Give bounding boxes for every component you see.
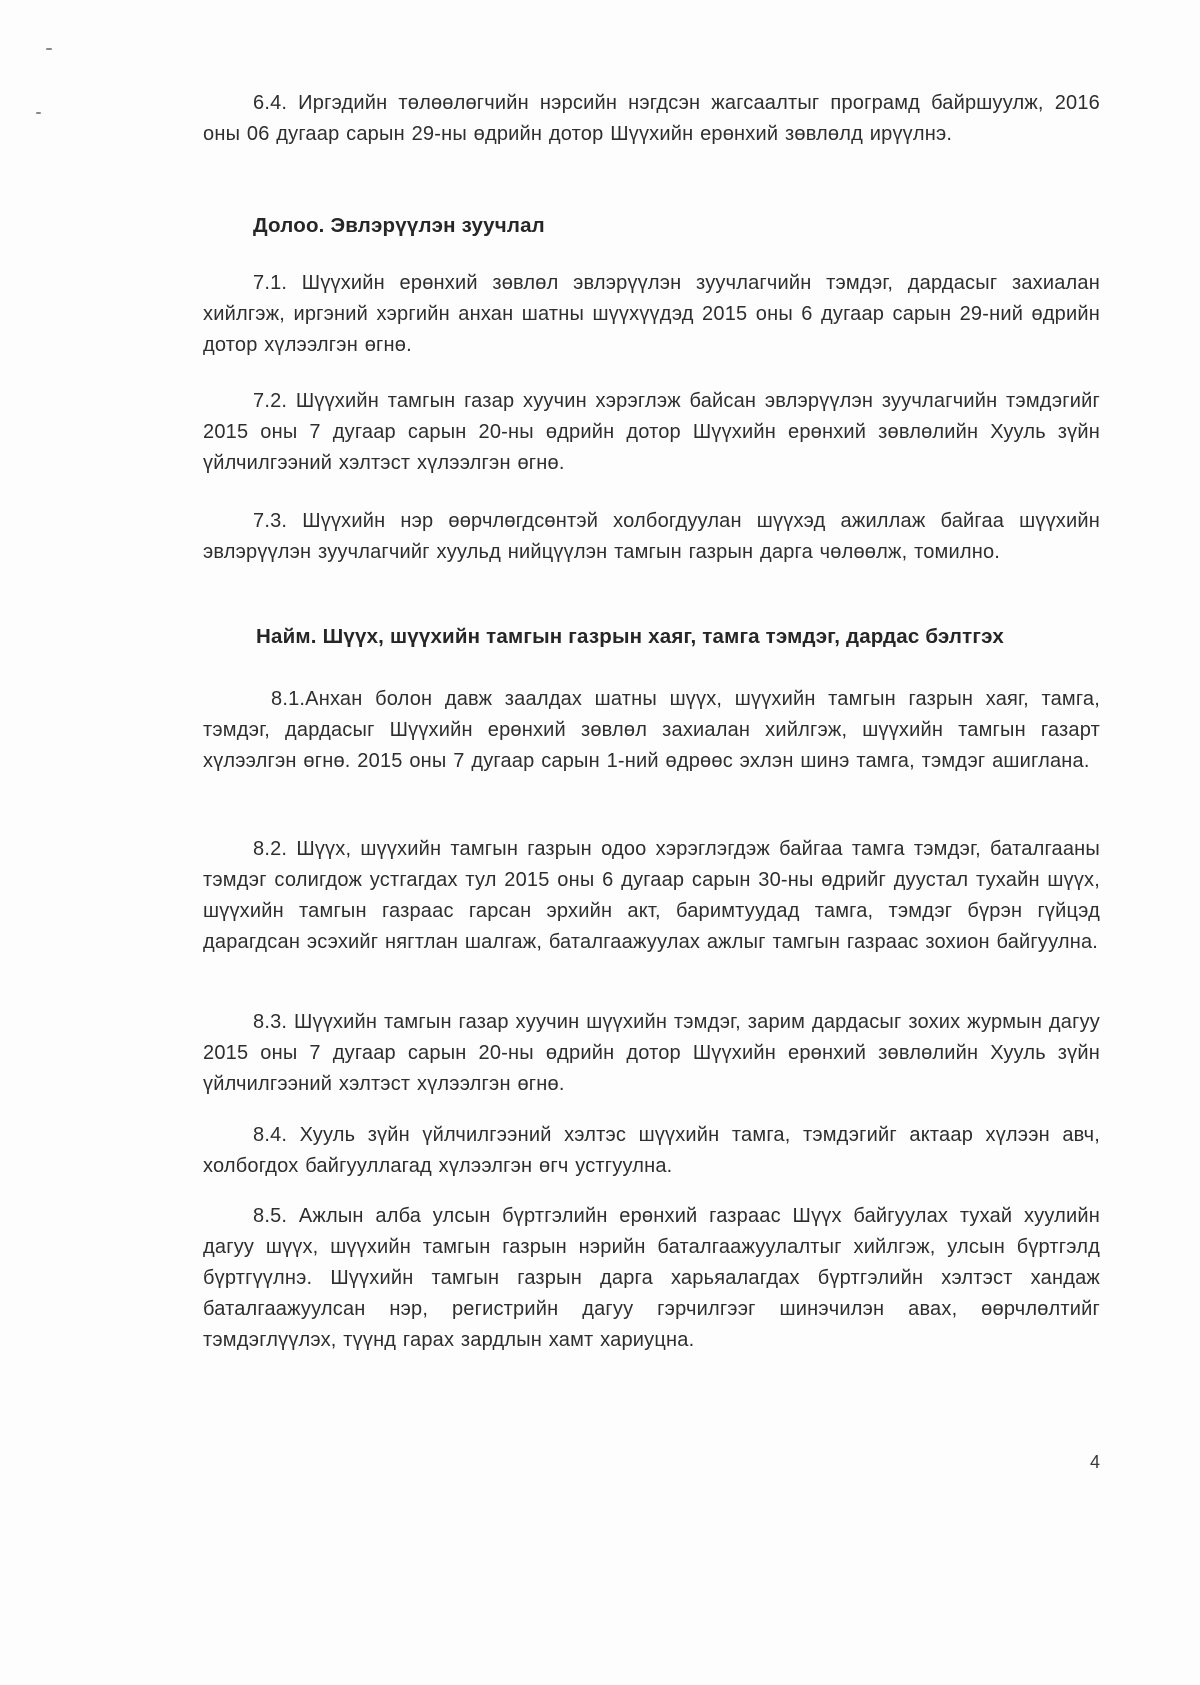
section-heading-8: Найм. Шүүх, шүүхийн тамгын газрын хаяг, тамга тэмдэг, дардас бэлтгэх (256, 625, 1004, 648)
paragraph-7-2: 7.2. Шүүхийн тамгын газар хуучин хэрэглэж байсан эвлэрүүлэн зуучлагчийн тэмдэгийг 2015 оны 7 дугаар сарын 20-ны өдрийн дотор Шүүхийн ерөнхий зөвлөлийн Хууль зүйн үйлчилгээний хэлтэст хүлээлгэн өгнө. (203, 390, 1100, 474)
paragraph-8-3: 8.3. Шүүхийн тамгын газар хуучин шүүхийн тэмдэг, зарим дардасыг зохих журмын дагуу 2015 оны 7 дугаар сарын 20-ны өдрийн дотор Шүүхийн ерөнхий зөвлөлийн Хууль зүйн үйлчилгээний хэлтэст хүлээлгэн өгнө. (203, 1011, 1100, 1095)
paragraph-8-4: 8.4. Хууль зүйн үйлчилгээний хэлтэс шүүхийн тамга, тэмдэгийг актаар хүлээн авч, холбогдох байгууллагад хүлээлгэн өгч устгуулна. (203, 1124, 1100, 1177)
paragraph-8-5: 8.5. Ажлын алба улсын бүртгэлийн ерөнхий газраас Шүүх байгуулах тухай хуулийн дагуу шүүх, шүүхийн тамгын газрын нэрийн баталгаажуулалтыг хийлгэж, улсын бүртгэлд бүртгүүлнэ. Шүүхийн тамгын газрын дарга харьяалагдах бүртгэлийн хэлтэст хандаж баталгаажуулсан нэр, регистрийн дагуу гэрчилгээг шинэчилэн авах, өөрчлөлтийг тэмдэглүүлэх, түүнд гарах зардлын хамт хариуцна. (203, 1205, 1100, 1351)
section-heading-7: Долоо. Эвлэрүүлэн зуучлал (253, 214, 545, 237)
paragraph-8-2: 8.2. Шүүх, шүүхийн тамгын газрын одоо хэрэглэгдэж байгаа тамга тэмдэг, баталгааны тэмдэг солигдож устгагдах тул 2015 оны 6 дугаар сарын 30-ны өдрийг дуустал тухайн шүүх, шүүхийн тамгын газраас гарсан эрхийн акт, баримтуудад тамга, тэмдэг бүрэн гүйцэд дарагдсан эсэхийг нягтлан шалгаж, баталгаажуулах ажлыг тамгын газраас зохион байгуулна. (203, 838, 1100, 953)
paragraph-7-3: 7.3. Шүүхийн нэр өөрчлөгдсөнтэй холбогдуулан шүүхэд ажиллаж байгаа шүүхийн эвлэрүүлэн зуучлагчийг хуульд нийцүүлэн тамгын газрын дарга чөлөөлж, томилно. (203, 510, 1100, 563)
scan-mark (36, 112, 41, 114)
paragraph-8-1: 8.1.Анхан болон давж заалдах шатны шүүх, шүүхийн тамгын газрын хаяг, тамга, тэмдэг, дардасыг Шүүхийн ерөнхий зөвлөл захиалан хийлгэж, шүүхийн тамгын газарт хүлээлгэн өгнө. 2015 оны 7 дугаар сарын 1-ний өдрөөс эхлэн шинэ тамга, тэмдэг ашиглана. (203, 688, 1100, 772)
paragraph-7-1: 7.1. Шүүхийн ерөнхий зөвлөл эвлэрүүлэн зуучлагчийн тэмдэг, дардасыг захиалан хийлгэж, иргэний хэргийн анхан шатны шүүхүүдэд 2015 оны 6 дугаар сарын 29-ний өдрийн дотор хүлээлгэн өгнө. (203, 272, 1100, 356)
scan-mark (46, 48, 52, 50)
paragraph-6-4: 6.4. Иргэдийн төлөөлөгчийн нэрсийн нэгдсэн жагсаалтыг програмд байршуулж, 2016 оны 06 дугаар сарын 29-ны өдрийн дотор Шүүхийн ерөнхий зөвлөлд ирүүлнэ. (203, 92, 1100, 145)
page-number: 4 (1089, 1452, 1100, 1472)
